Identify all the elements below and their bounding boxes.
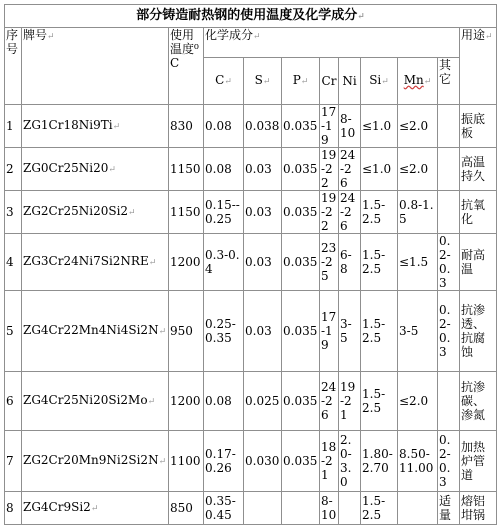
cell-cr-text: 19-22 — [321, 148, 337, 190]
cell-si — [361, 191, 398, 234]
cell-use — [460, 431, 497, 492]
cell-c-text: 0.25-0.35 — [205, 317, 236, 345]
cell-si-text: 1.5-2.5 — [362, 317, 386, 345]
cell-p-text: 0.035 — [283, 394, 318, 408]
cell-p — [282, 492, 320, 525]
cell-c — [204, 492, 244, 525]
cell-mn-text: ≤1.5 — [399, 255, 429, 269]
cell-cr-text: 8-10 — [321, 494, 337, 522]
cell-temp — [169, 191, 204, 234]
cell-grade — [22, 148, 169, 191]
cell-si-text: 1.5-2.5 — [362, 248, 386, 276]
cell-p-text: 0.035 — [283, 205, 318, 219]
cell-other — [438, 291, 460, 372]
cell-other-text: 0.2-0.3 — [439, 433, 451, 489]
cell-ni — [339, 431, 361, 492]
cell-mn-text: 3-5 — [399, 324, 419, 338]
cell-mn-text: ≤2.0 — [399, 394, 429, 408]
cell-temp — [169, 234, 204, 291]
cell-p-text: 0.035 — [283, 454, 318, 468]
cell-seq-text: 8 — [6, 501, 14, 515]
cell-s — [244, 234, 282, 291]
cell-seq — [5, 148, 22, 191]
cell-mn — [398, 372, 438, 431]
cell-mn — [398, 291, 438, 372]
cell-other — [438, 372, 460, 431]
cell-p — [282, 148, 320, 191]
paragraph-mark: ↵ — [47, 32, 55, 42]
cell-temp-text: 1200 — [170, 394, 201, 408]
cell-ni — [339, 148, 361, 191]
cell-grade — [22, 105, 169, 148]
cell-ni-text: 24-26 — [340, 148, 356, 190]
header-row — [5, 28, 497, 58]
cell-grade-text: ZG4Cr9Si2 — [23, 500, 91, 514]
cell-seq-text: 3 — [6, 205, 14, 219]
cell-seq-text: 1 — [6, 119, 14, 133]
cell-grade-text: ZG2Cr25Ni20Si2 — [23, 204, 129, 218]
cell-use-text: 抗渗碳、渗氮 — [461, 380, 486, 422]
cell-use — [460, 148, 497, 191]
cell-mn-text: ≤2.0 — [399, 119, 429, 133]
header-composition: 化学成分↵ — [204, 28, 460, 58]
cell-c — [204, 191, 244, 234]
title-row — [5, 5, 497, 28]
header-mn: Mn↵ — [398, 58, 438, 105]
cell-si-text: 1.5-2.5 — [362, 198, 386, 226]
cell-other — [438, 431, 460, 492]
cell-cr — [320, 492, 339, 525]
cell-si — [361, 372, 398, 431]
cell-ni-text: 2.0-3.0 — [340, 433, 352, 489]
cell-s-text: 0.03 — [245, 324, 272, 338]
cell-ni-text: 8-10 — [340, 112, 356, 140]
header-si: Si↵ — [361, 58, 398, 105]
paragraph-mark: ↵ — [90, 504, 99, 514]
header-s: S↵ — [244, 58, 282, 105]
cell-cr-text: 19-22 — [321, 191, 337, 233]
header-other: 其它 — [438, 58, 460, 105]
cell-seq — [5, 191, 22, 234]
cell-si-text: 1.5-2.5 — [362, 387, 386, 415]
header-p: P↵ — [282, 58, 320, 105]
cell-si-text: ≤1.0 — [362, 162, 392, 176]
cell-c — [204, 148, 244, 191]
header-use: 用途↵ — [460, 28, 497, 105]
cell-mn — [398, 105, 438, 148]
cell-mn-text: 0.8-1.5 — [399, 198, 434, 226]
cell-other — [438, 234, 460, 291]
table-row — [5, 148, 497, 191]
cell-temp-text: 830 — [170, 119, 193, 133]
header-grade: 牌号↵ — [22, 28, 169, 105]
cell-mn-text: 8.50-11.00 — [399, 447, 434, 475]
cell-seq — [5, 234, 22, 291]
cell-s-text: 0.03 — [245, 205, 272, 219]
cell-grade-text: ZG2Cr20Mn9Ni2Si2N — [23, 453, 159, 467]
paragraph-mark: ↵ — [224, 77, 232, 87]
cell-seq — [5, 492, 22, 525]
header-seq: 序号 — [5, 28, 22, 105]
cell-ni — [339, 291, 361, 372]
cell-ni-text: 3-5 — [340, 317, 352, 345]
paragraph-mark: ↵ — [158, 457, 167, 467]
cell-other — [438, 492, 460, 525]
cell-use — [460, 105, 497, 148]
paragraph-mark: ↵ — [147, 397, 156, 407]
cell-use-text: 加热炉管道 — [461, 440, 486, 482]
cell-ni — [339, 105, 361, 148]
table-row — [5, 234, 497, 291]
cell-grade — [22, 191, 169, 234]
cell-seq — [5, 431, 22, 492]
cell-other — [438, 191, 460, 234]
cell-seq-text: 7 — [6, 454, 14, 468]
cell-temp — [169, 372, 204, 431]
heat-resistant-steel-table — [4, 4, 497, 525]
cell-si — [361, 234, 398, 291]
cell-ni — [339, 492, 361, 525]
cell-other-text: 0.2-0.3 — [439, 303, 451, 359]
cell-grade-text: ZG0Cr25Ni20 — [23, 161, 109, 175]
cell-use-text: 熔铝坩锅 — [461, 494, 486, 522]
cell-s — [244, 148, 282, 191]
cell-cr — [320, 191, 339, 234]
table-row — [5, 431, 497, 492]
paragraph-mark: ↵ — [112, 122, 121, 132]
cell-p — [282, 234, 320, 291]
cell-p — [282, 431, 320, 492]
cell-c — [204, 234, 244, 291]
cell-si-text: 1.80-2.70 — [362, 447, 393, 475]
cell-c-text: 0.3-0.4 — [205, 248, 240, 276]
paragraph-mark: ↵ — [128, 208, 136, 218]
cell-s-text: 0.03 — [245, 162, 272, 176]
cell-s — [244, 431, 282, 492]
cell-cr — [320, 105, 339, 148]
cell-grade — [22, 492, 169, 525]
header-cr: Cr — [320, 58, 339, 105]
paragraph-mark: ↵ — [381, 77, 389, 87]
cell-c-text: 0.08 — [205, 162, 232, 176]
table-row — [5, 492, 497, 525]
cell-p — [282, 105, 320, 148]
cell-p — [282, 372, 320, 431]
cell-mn-text: ≤2.0 — [399, 162, 429, 176]
table-title — [5, 5, 497, 28]
cell-seq-text: 6 — [6, 394, 14, 408]
cell-cr — [320, 372, 339, 431]
cell-cr-text: 17-19 — [321, 105, 337, 147]
cell-grade-text: ZG1Cr18Ni9Ti — [23, 118, 113, 132]
cell-s — [244, 372, 282, 431]
cell-temp — [169, 492, 204, 525]
cell-use — [460, 191, 497, 234]
cell-mn — [398, 148, 438, 191]
cell-other-text: 适量 — [439, 494, 452, 522]
cell-s-text: 0.03 — [245, 255, 272, 269]
cell-use — [460, 291, 497, 372]
cell-grade-text: ZG3Cr24Ni7Si2NRE — [23, 254, 149, 268]
paragraph-mark: ↵ — [158, 327, 167, 337]
cell-mn — [398, 492, 438, 525]
cell-temp-text: 1200 — [170, 255, 201, 269]
cell-grade — [22, 431, 169, 492]
cell-ni — [339, 372, 361, 431]
cell-c-text: 0.08 — [205, 119, 232, 133]
cell-s-text: 0.025 — [245, 394, 280, 408]
cell-seq — [5, 105, 22, 148]
header-c: C↵ — [204, 58, 244, 105]
cell-s — [244, 191, 282, 234]
cell-c — [204, 291, 244, 372]
cell-use-text: 抗渗透、抗腐蚀 — [461, 303, 486, 359]
cell-p-text: 0.035 — [283, 255, 318, 269]
cell-use-text: 振底板 — [461, 112, 486, 140]
cell-s-text: 0.038 — [245, 119, 280, 133]
cell-temp — [169, 105, 204, 148]
table-row — [5, 105, 497, 148]
paragraph-mark: ↵ — [148, 258, 157, 268]
cell-seq-text: 5 — [6, 324, 14, 338]
cell-use-text: 抗氧化 — [461, 198, 486, 226]
paragraph-mark: ↵ — [300, 77, 309, 87]
cell-use-text: 耐高温 — [461, 248, 486, 276]
cell-c-text: 0.17-0.26 — [205, 447, 236, 475]
cell-si — [361, 148, 398, 191]
cell-cr — [320, 234, 339, 291]
cell-grade — [22, 372, 169, 431]
cell-temp-text: 950 — [170, 324, 193, 338]
table-row — [5, 291, 497, 372]
cell-temp — [169, 291, 204, 372]
cell-c — [204, 372, 244, 431]
cell-p-text: 0.035 — [283, 162, 318, 176]
cell-p — [282, 291, 320, 372]
paragraph-mark: ↵ — [108, 165, 116, 175]
cell-other-text: 0.2-0.3 — [439, 234, 451, 290]
cell-cr — [320, 148, 339, 191]
cell-cr-text: 24-26 — [321, 380, 337, 422]
paragraph-mark: ↵ — [357, 11, 365, 22]
cell-use — [460, 372, 497, 431]
cell-use — [460, 492, 497, 525]
cell-cr-text: 18-21 — [321, 440, 337, 482]
table-row — [5, 372, 497, 431]
paragraph-mark: ↵ — [253, 32, 261, 42]
cell-ni-text: 24-26 — [340, 191, 356, 233]
cell-ni-text: 19-21 — [340, 380, 356, 422]
cell-si — [361, 105, 398, 148]
cell-temp-text: 1150 — [170, 162, 201, 176]
cell-p-text: 0.035 — [283, 119, 318, 133]
table-title-text: 部分铸造耐热钢的使用温度及化学成分 — [136, 7, 358, 23]
cell-seq-text: 2 — [6, 162, 14, 176]
cell-si — [361, 492, 398, 525]
cell-use-text: 高温持久 — [461, 155, 486, 183]
paragraph-mark: ↵ — [423, 77, 432, 87]
cell-temp-text: 1150 — [170, 205, 201, 219]
cell-seq-text: 4 — [6, 255, 14, 269]
cell-s-text: 0.030 — [245, 454, 280, 468]
cell-mn — [398, 191, 438, 234]
cell-p-text: 0.035 — [283, 324, 318, 338]
paragraph-mark: ↵ — [262, 77, 271, 87]
cell-c-text: 0.08 — [205, 394, 232, 408]
cell-ni — [339, 234, 361, 291]
cell-p — [282, 191, 320, 234]
cell-grade-text: ZG4Cr25Ni20Si2Mo — [23, 393, 148, 407]
cell-cr-text: 23-25 — [321, 241, 337, 283]
cell-si — [361, 291, 398, 372]
cell-grade-text: ZG4Cr22Mn4Ni4Si2N — [23, 323, 159, 337]
cell-seq — [5, 291, 22, 372]
cell-c — [204, 431, 244, 492]
cell-mn — [398, 234, 438, 291]
cell-si — [361, 431, 398, 492]
cell-temp — [169, 148, 204, 191]
cell-seq — [5, 372, 22, 431]
cell-s — [244, 492, 282, 525]
cell-temp-text: 850 — [170, 501, 193, 515]
cell-s — [244, 105, 282, 148]
cell-c-text: 0.35-0.45 — [205, 494, 236, 522]
cell-ni-text: 6-8 — [340, 248, 352, 276]
cell-cr-text: 17-19 — [321, 310, 337, 352]
header-temp: 使用温度⁰C — [169, 28, 204, 105]
paragraph-mark: ↵ — [485, 32, 493, 42]
cell-s — [244, 291, 282, 372]
cell-mn — [398, 431, 438, 492]
cell-cr — [320, 431, 339, 492]
cell-other — [438, 105, 460, 148]
cell-c — [204, 105, 244, 148]
cell-cr — [320, 291, 339, 372]
header-ni: Ni — [339, 58, 361, 105]
table-row — [5, 191, 497, 234]
cell-grade — [22, 291, 169, 372]
cell-other — [438, 148, 460, 191]
cell-use — [460, 234, 497, 291]
cell-ni — [339, 191, 361, 234]
cell-grade — [22, 234, 169, 291]
cell-temp-text: 1100 — [170, 454, 201, 468]
cell-temp — [169, 431, 204, 492]
cell-si-text: ≤1.0 — [362, 119, 392, 133]
cell-si-text: 1.5-2.5 — [362, 494, 386, 522]
cell-c-text: 0.15--0.25 — [205, 198, 240, 226]
